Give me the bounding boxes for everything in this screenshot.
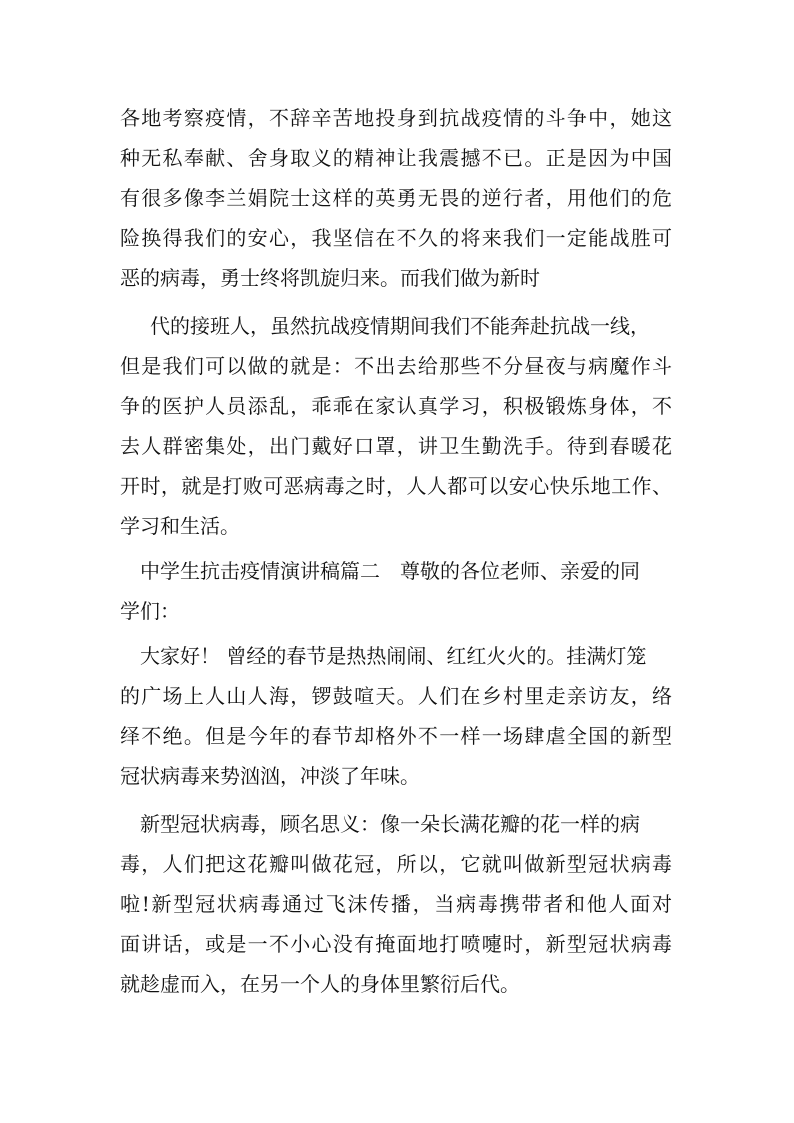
paragraph-line: 争的医护人员添乱，乖乖在家认真学习，积极锻炼身体，不 bbox=[120, 394, 672, 418]
paragraph-line: 的广场上人山人海，锣鼓喧天。人们在乡村里走亲访友，络 bbox=[120, 684, 672, 708]
paragraph-line: 学们： bbox=[120, 599, 180, 623]
section-heading-line: 中学生抗击疫情演讲稿篇二 尊敬的各位老师、亲爱的同 bbox=[140, 559, 640, 583]
paragraph-line: 代的接班人，虽然抗战疫情期间我们不能奔赴抗战一线， bbox=[150, 314, 650, 338]
paragraph-line: 面讲话，或是一不小心没有掩面地打喷嚏时，新型冠状病毒 bbox=[120, 932, 672, 956]
paragraph-line: 各地考察疫情，不辞辛苦地投身到抗战疫情的斗争中，她这 bbox=[120, 106, 672, 130]
paragraph-line: 就趁虚而入，在另一个人的身体里繁衍后代。 bbox=[120, 972, 520, 996]
paragraph-line: 去人群密集处，出门戴好口罩，讲卫生勤洗手。待到春暖花 bbox=[120, 434, 672, 458]
paragraph-line: 大家好！ 曾经的春节是热热闹闹、红红火火的。挂满灯笼 bbox=[140, 644, 647, 668]
paragraph-line: 种无私奉献、舍身取义的精神让我震撼不已。正是因为中国 bbox=[120, 146, 672, 170]
paragraph-line: 绎不绝。但是今年的春节却格外不一样一场肆虐全国的新型 bbox=[120, 724, 672, 748]
paragraph-line: 险换得我们的安心，我坚信在不久的将来我们一定能战胜可 bbox=[120, 226, 672, 250]
paragraph-line: 毒，人们把这花瓣叫做花冠，所以，它就叫做新型冠状病毒 bbox=[120, 852, 672, 876]
paragraph-line: 冠状病毒来势汹汹，冲淡了年味。 bbox=[120, 764, 420, 788]
paragraph-line: 新型冠状病毒，顾名思义：像一朵长满花瓣的花一样的病 bbox=[140, 812, 640, 836]
paragraph-line: 学习和生活。 bbox=[120, 514, 240, 538]
paragraph-line: 啦!新型冠状病毒通过飞沫传播，当病毒携带者和他人面对 bbox=[120, 892, 672, 916]
paragraph-line: 但是我们可以做的就是：不出去给那些不分昼夜与病魔作斗 bbox=[120, 354, 672, 378]
paragraph-line: 开时，就是打败可恶病毒之时，人人都可以安心快乐地工作、 bbox=[120, 474, 672, 498]
paragraph-line: 恶的病毒，勇士终将凯旋归来。而我们做为新时 bbox=[120, 266, 540, 290]
paragraph-line: 有很多像李兰娟院士这样的英勇无畏的逆行者，用他们的危 bbox=[120, 186, 672, 210]
